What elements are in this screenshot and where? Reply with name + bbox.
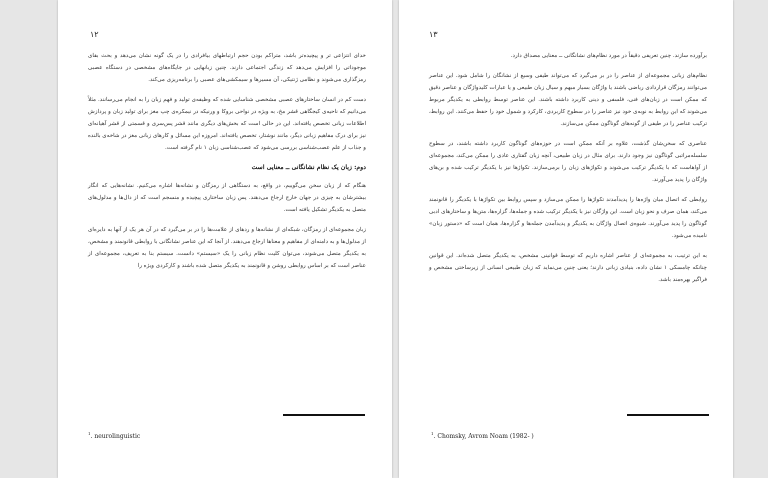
document-page-right xyxy=(399,0,733,478)
footnote xyxy=(88,431,140,440)
paragraph: نظام‌های زبانی مجموعه‌ای از عناصر را در بر می‌گیرد که می‌تواند طیفی وسیع از نشانگان را شامل شود. این عناصر می‌توانند رمزگان قراردادی ریاضی باشند یا واژگان بسیار مبهم و سیال زبان طبیعی و یا عبارات کلیدواژگان و عناصر دقیق که ممکن است در زبان‌های فنی، فلسفی و دینی کاربرد داشته باشند. این عناصر توسط روابطی به یکدیگر مربوط می‌شوند که این روابط به نوبه‌ی خود نیز عناصر را در سطوح کاربردی، کارکرد و شمول خود را حفظ می‌کنند. این روابط، ترکیب عناصر را در طیفی از گونه‌های گوناگون ممکن می‌سازند. xyxy=(429,73,707,127)
paragraph: به این ترتیب، به مجموعه‌ای از عناصر اشاره داریم که توسط قوانینی مشخص، به یکدیگر متصل شده‌اند. این قوانین چنانکه چامسکی ۱ نشان داده، بنیادی زبانی دارند؛ یعنی چنین می‌نماید که زبان طبیعی انسانی از زیرساختی مشخص و فراگیر بهره‌مند باشد. xyxy=(429,253,707,283)
paragraph: خدای انتزاعی تر و پیچیده‌تر باشد، متراکم بودن حجم ارتباطهای بیافرادی را در یک گونه نشان می‌دهد و بحث بقای موجوداتی را افزایش می‌دهد که زندگی اجتماعی دارند. چنین زبانهایی در جایگاه‌های مشخصی در دستگاه عصبی رمزگذاری می‌شوند و نظامی ژنتیکی، آن مسیرها و سیمکشی‌های عصبی را برنامه‌ریزی می‌کند. xyxy=(88,53,366,83)
footnote-separator xyxy=(627,414,709,416)
footnote-text: . neurolinguistic xyxy=(90,433,141,440)
document-page-left xyxy=(58,0,392,478)
footnote-marker: 1 xyxy=(431,431,434,436)
page-number: ۱۲ xyxy=(90,30,99,39)
page-number: ۱۳ xyxy=(429,30,438,39)
paragraph: روابطی که اتصال میان واژه‌ها را پدیدآمدند تکواژها را ممکن می‌سازد و سپس روابط بین تکواژها با یکدیگر را قانونمند می‌کند، همان صرف و نحو زبان است. این واژگان نیز با یکدیگر ترکیب شده و جمله‌ها، گزاره‌ها، متن‌ها و ساختارهای ادبی گوناگون را پدید می‌آورند. شیوه‌ی اتصال واژگان به یکدیگر و پدیدآمدن جمله‌ها و گزاره‌ها، همان است که «دستور زبان» نامیده می‌شود. xyxy=(429,197,707,239)
paragraph: زبان مجموعه‌ای از رمزگان، شبکه‌ای از نشانه‌ها و ردهای از علامت‌ها را در بر می‌گیرد که در آن هر یک از آنها به دایره‌ای از مدلول‌ها و به دامنه‌ای از مفاهیم و معناها ارجاع می‌دهند. از آنجا که این عناصر نشانگانی با روابطی قانونمند و مشخص، به یکدیگر متصل می‌شوند، می‌توان کلیت نظام زبانی را یک «سیستم» دانست. سیستم بنا به تعریف، مجموعه‌ای از عناصر است که بر اساس روابطی روشن و قانونمند به یکدیگر متصل شده باشند و کارکردی ویژه را xyxy=(88,227,366,269)
paragraph: عناصری که سخن‌شان گذشت، علاوه بر آنکه ممکن است در حوزه‌های گوناگون کاربرد داشته باشند، در سطوح سلسله‌مراتبی گوناگون نیز وجود دارند. برای مثال در زبان طبیعی، آنچه زبان گفتاری عادی را ممکن می‌کند، مجموعه‌ای از آواهاست که با یکدیگر ترکیب می‌شوند و تکواژهای زبان را برمی‌سازند. تکواژها نیز با یکدیگر ترکیب شده و بن‌های واژگان را پدید می‌آورند. xyxy=(429,141,707,183)
footnote xyxy=(431,431,534,440)
footnote-marker: 1 xyxy=(88,431,91,436)
footnote-separator xyxy=(283,414,365,416)
footnote-text: . Chomsky, Avrom Noam (1982- ) xyxy=(433,433,534,440)
paragraph: هنگام که از زبان سخن می‌گوییم، در واقع، به دستگاهی از رمزگان و نشانه‌ها اشاره می‌کنیم. نشانه‌هایی که انگار بیشترشان به چیزی در جهان خارج ارجاع می‌دهند. پس زبان ساختاری پیچیده و منسجم است که از دال‌ها و مدلول‌های متصل به یکدیگر تشکیل یافته است. xyxy=(88,183,366,213)
section-heading: دوم: زبان یک نظام نشانگانی ــ معنایی است xyxy=(251,164,366,171)
paragraph: برآورده سازند. چنین تعریفی دقیقاً در مورد نظام‌های نشانگانی ــ معنایی مصداق دارد. xyxy=(510,53,707,59)
page-body xyxy=(88,50,366,280)
page-body xyxy=(429,50,707,294)
paragraph: دست کم در انسان ساختارهای عصبی مشخصی شناسایی شده که وظیفه‌ی تولید و فهم زبان را به انجام می‌رسانند. مثلاً می‌دانیم که ناحیه‌ی کیجگاهی قشر مخ، به ویژه در نواحی بروکا و ورنیکه در نیمکره‌ی چپ مغز برای تولید زبان و پردازش اطلاعات زبانی تخصص یافته‌اند. این در حالی است که بخش‌های دیگری مانند قشر پس‌سری و قسمتی از قشر آهیانه‌ای نیز برای درک مفاهیم زبانی دیگر، مانند نوشتار، تخصص یافته‌اند. امروزه این مسائل و کارهای زبانی مغز در شاخه‌ی بالنده و جذاب از علم عصب‌شناسی بررسی می‌شود که عصب‌شناسی زبان ۱ نام گرفته است. xyxy=(88,97,366,151)
